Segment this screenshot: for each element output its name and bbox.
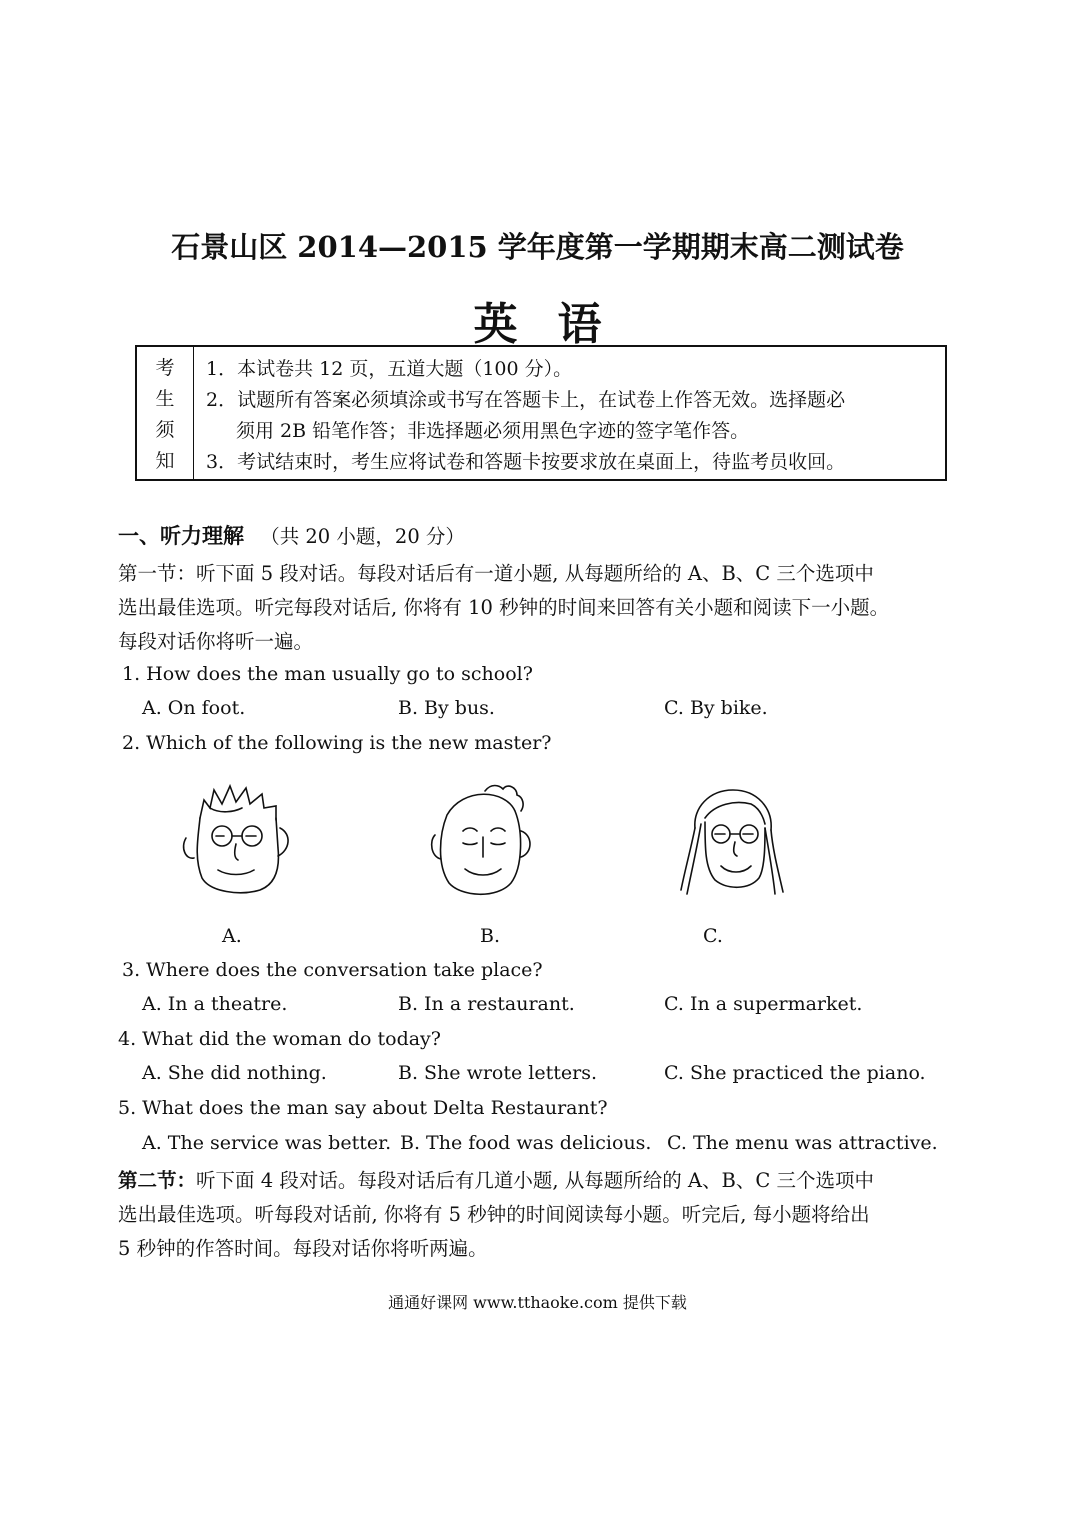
option-a: A. The service was better. (142, 1132, 392, 1154)
option-b: B. In a restaurant. (398, 993, 575, 1015)
exam-title: 石景山区 2014—2015 学年度第一学期期末高二测试卷 (171, 230, 904, 264)
notice-items (194, 347, 945, 479)
question-text: 1. How does the man usually go to school? (122, 663, 533, 685)
option-c: C. (703, 925, 723, 947)
section-title: 一、听力理解 (118, 523, 244, 548)
option-a: A. She did nothing. (142, 1062, 327, 1084)
notice-heading-char: 生 (155, 388, 175, 410)
notice-heading-char: 考 (155, 357, 175, 379)
question-text: 3. Where does the conversation take place? (122, 959, 543, 981)
notice-item: 3．考试结束时，考生应将试卷和答题卡按要求放在桌面上，待监考员收回。 (206, 451, 846, 473)
option-c: C. In a supermarket. (664, 993, 863, 1015)
section-score: （共 20 小题，20 分） (260, 525, 465, 548)
option-a: A. (222, 925, 242, 947)
face-b-image (425, 775, 540, 905)
section-heading (118, 520, 465, 550)
part2-line: 选出最佳选项。听每段对话前, 你将有 5 秒钟的时间阅读每小题。听完后, 每小题将给出 (118, 1203, 870, 1226)
notice-item: 1．本试卷共 12 页，五道大题（100 分）。 (206, 358, 573, 380)
option-b: B. She wrote letters. (398, 1062, 597, 1084)
question-text: 4. What did the woman do today? (118, 1028, 441, 1050)
instruction-line: 第一节：听下面 5 段对话。每段对话后有一道小题, 从每题所给的 A、B、C 三个选项中 (118, 562, 874, 585)
option-b: B. By bus. (398, 697, 495, 719)
candidate-notice-box (135, 345, 947, 481)
notice-item: 须用 2B 铅笔作答；非选择题必须用黑色字迹的签字笔作答。 (236, 420, 750, 442)
option-b: B. The food was delicious. (400, 1132, 652, 1154)
notice-heading-char: 须 (155, 419, 175, 441)
footer-note: 通通好课网 www.tthaoke.com 提供下载 (388, 1293, 687, 1312)
option-c: C. She practiced the piano. (664, 1062, 926, 1084)
part2-line: 5 秒钟的作答时间。每段对话你将听两遍。 (118, 1237, 488, 1260)
instruction-line: 选出最佳选项。听完每段对话后, 你将有 10 秒钟的时间来回答有关小题和阅读下一小题。 (118, 596, 890, 619)
part2-text: 听下面 4 段对话。每段对话后有几道小题, 从每题所给的 A、B、C 三个选项中 (196, 1169, 874, 1192)
part2-line (118, 1165, 874, 1193)
question-text: 5. What does the man say about Delta Restaurant? (118, 1097, 608, 1119)
option-a: A. On foot. (142, 697, 246, 719)
face-a-image (180, 778, 295, 908)
option-c: C. The menu was attractive. (667, 1132, 938, 1154)
option-b: B. (480, 925, 501, 947)
subject-title: 英语 (473, 299, 642, 350)
question-text: 2. Which of the following is the new master? (122, 732, 552, 754)
face-c-image (675, 778, 790, 908)
option-c: C. By bike. (664, 697, 768, 719)
part2-label: 第二节： (118, 1169, 197, 1192)
option-a: A. In a theatre. (142, 993, 288, 1015)
notice-heading (137, 347, 194, 479)
notice-heading-char: 知 (155, 450, 175, 472)
notice-item: 2．试题所有答案必须填涂或书写在答题卡上，在试卷上作答无效。选择题必 (206, 389, 846, 411)
instruction-line: 每段对话你将听一遍。 (118, 630, 314, 653)
